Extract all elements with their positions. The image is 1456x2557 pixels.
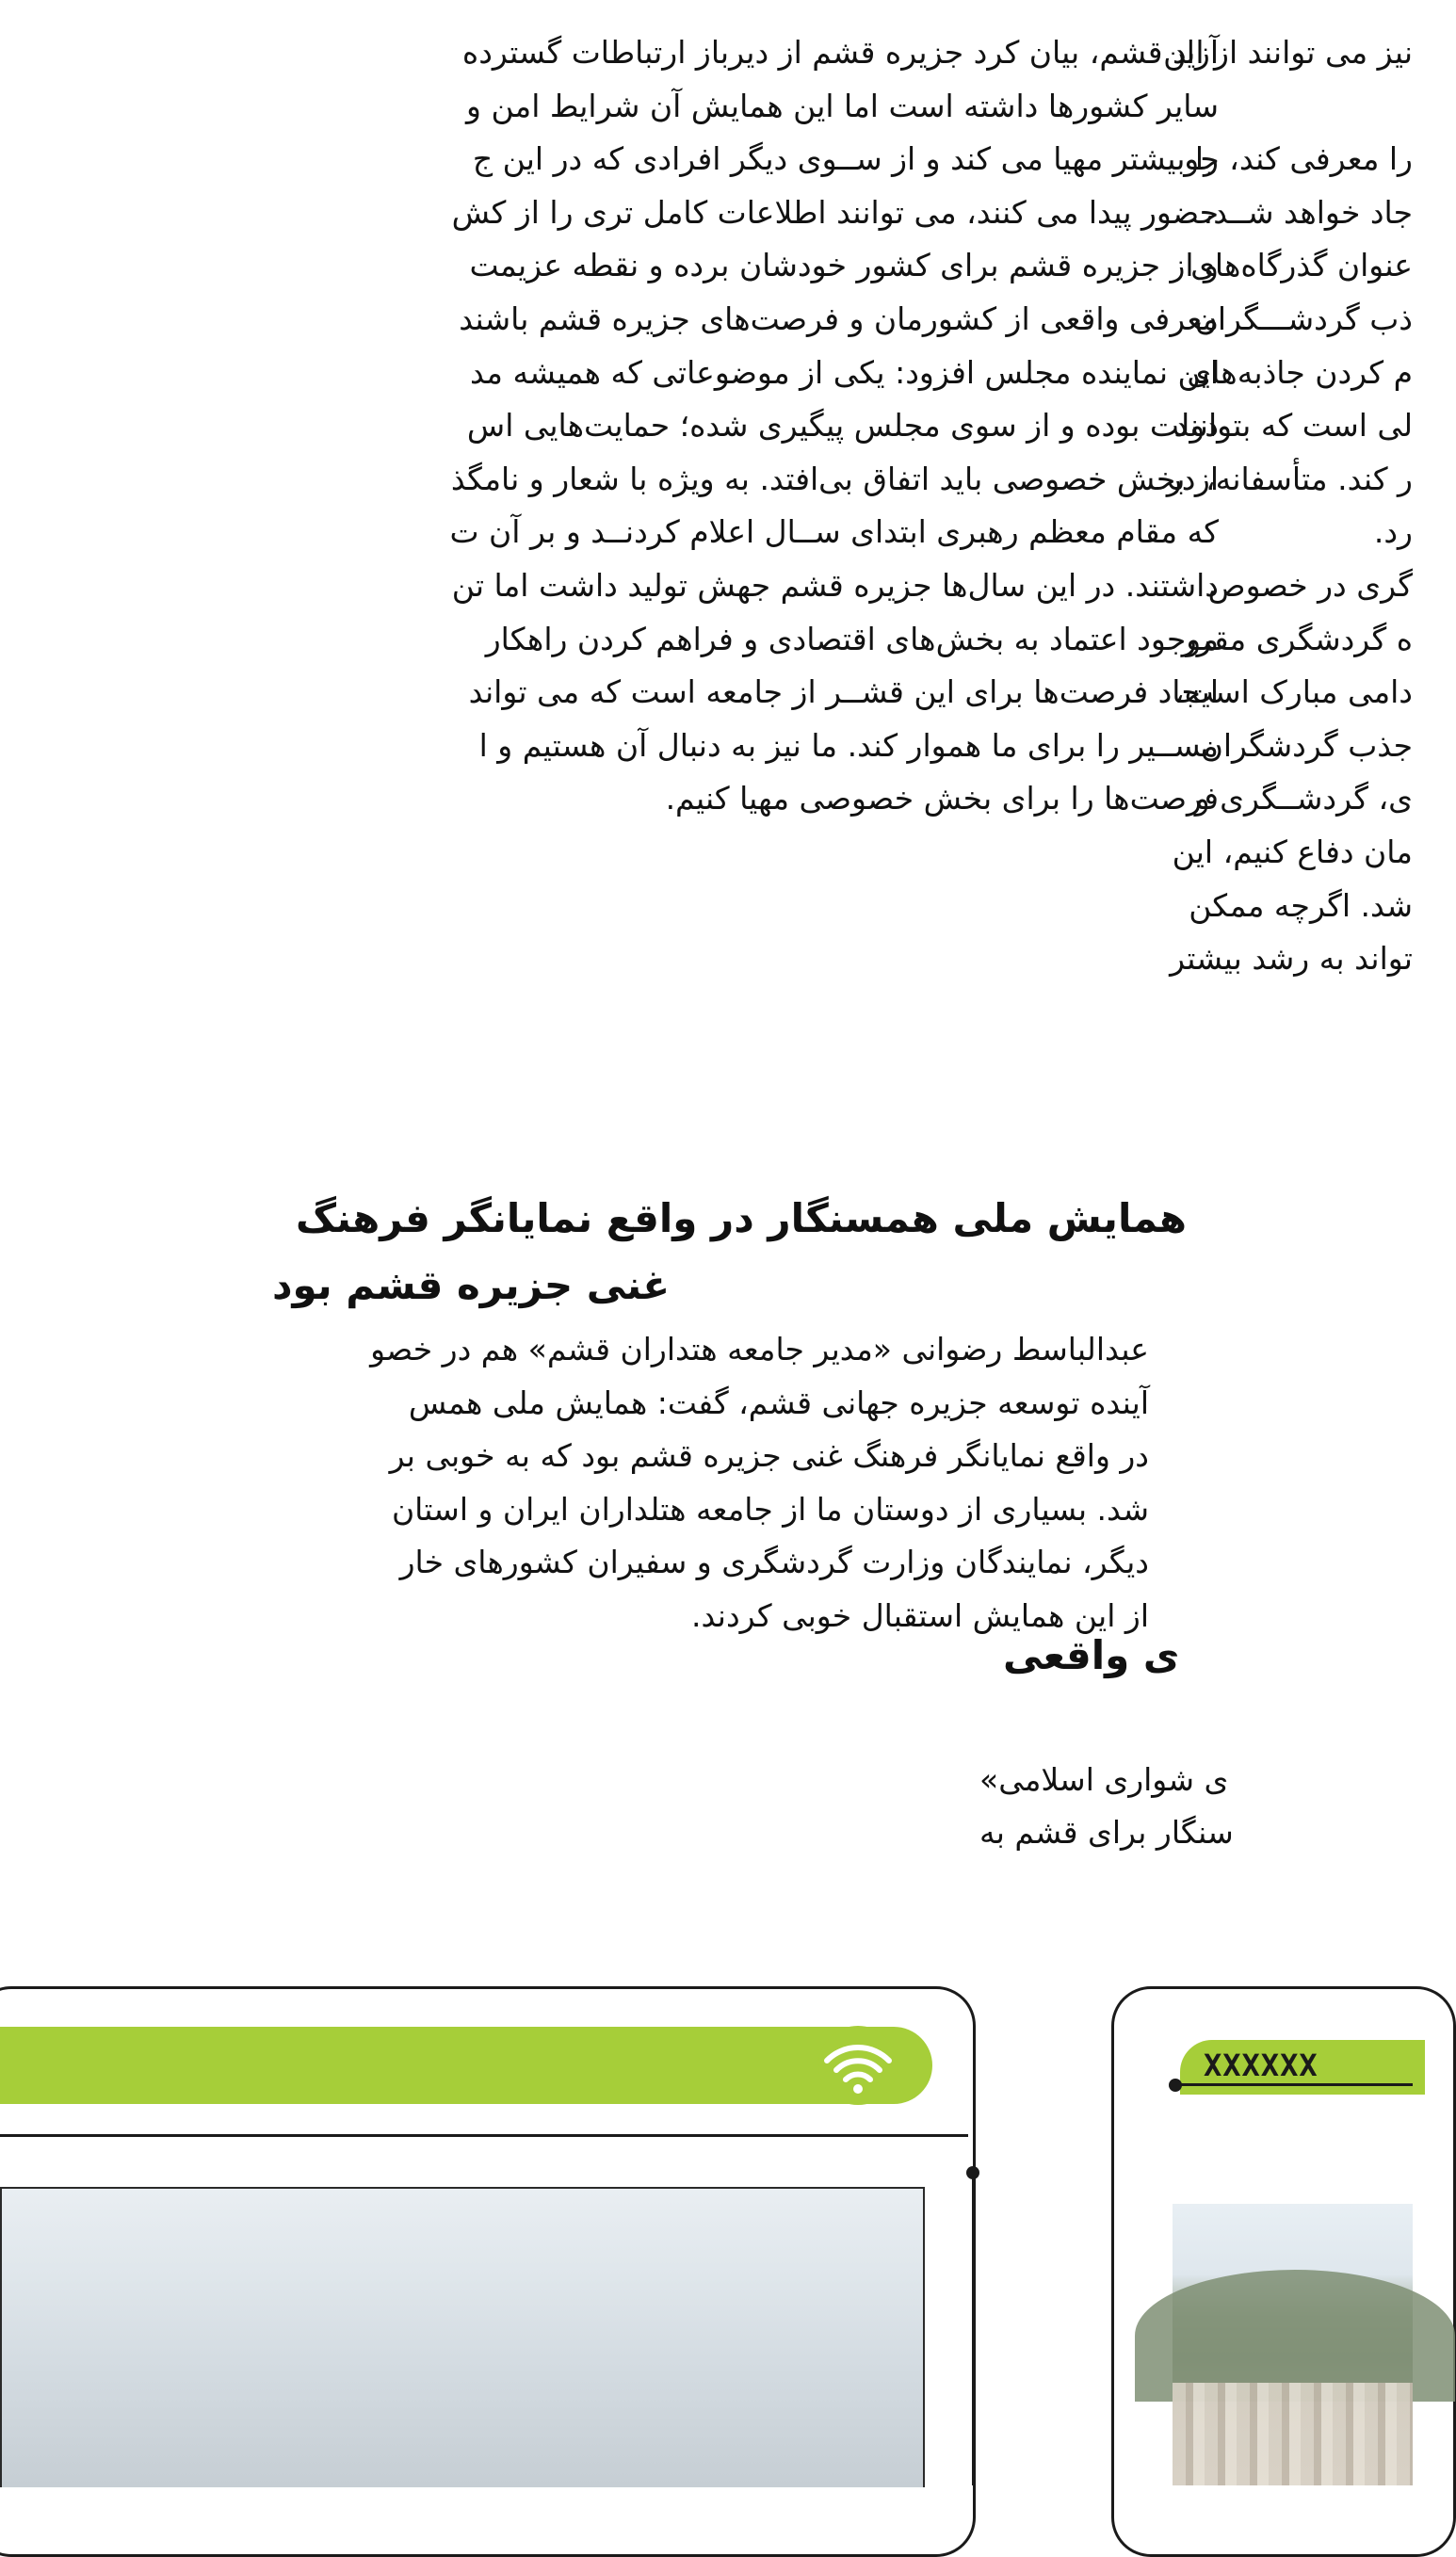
paragraph-line: جذب گردشگران [1200, 726, 1413, 764]
section-heading-line-2: غنی جزیره قشم بود [271, 1262, 671, 1308]
paragraph-line: در واقع نمایانگر فرهنگ غنی جزیره قشم بود که به خوبی بر [389, 1437, 1149, 1475]
paragraph-line: عبدالباسط رضوانی «مدیر جامعه هتداران قشم» هم در خصو [370, 1331, 1149, 1368]
paragraph-line: آزاد قشم، بیان کرد جزیره قشم از دیرباز ارتباطات گسترده [461, 34, 1219, 71]
paragraph-line: آینده توسعه جزیره جهانی قشم، گفت: همایش ملی همس [408, 1384, 1149, 1421]
paragraph-line: سنگار برای قشم به [979, 1814, 1234, 1851]
paragraph-line: عنوان گذرگاه‌های [1190, 247, 1413, 284]
photo-left-sky [0, 2187, 925, 2487]
right-column-tail [979, 1754, 1413, 1859]
paragraph-line: موجود اعتماد به بخش‌های اقتصادی و فراهم کردن راهکار [485, 620, 1219, 657]
paragraph-line: ایجاد فرصت‌ها برای این قشــر از جامعه است که می تواند [468, 673, 1219, 711]
paragraph-line: سایر کشورها داشته است اما این همایش آن شرایط امن و [466, 87, 1219, 124]
paragraph-line: نیز می توانند از این [1163, 34, 1413, 71]
paragraph-line: شد. بسیاری از دوستان ما از جامعه هتلداران ایران و استان [391, 1490, 1149, 1528]
paragraph-line: ذب گردشـــگران [1194, 299, 1413, 337]
paragraph-line: از این همایش استقبال خوبی کردند. [690, 1596, 1149, 1634]
article-left-column [0, 26, 1219, 826]
paragraph-line: را معرفی کند، جو [1184, 140, 1413, 178]
paragraph-line: شد. اگرچه ممکن [1189, 886, 1413, 924]
photo-box-left-vertical-rule [972, 2172, 975, 2485]
section-heading-line-1: همایش ملی همسنگار در واقع نمایانگر فرهنگ [296, 1195, 1187, 1241]
paragraph-line: گری در خصوص [1207, 566, 1413, 604]
paragraph-line: معرفی واقعی از کشورمان و فرصت‌های جزیره قشم باشند [459, 299, 1219, 337]
paragraph-line: م کردن جاذبه‌های [1187, 353, 1413, 391]
paragraph-line: تواند به رشد بیشتر [1170, 940, 1413, 978]
photo-box-right-pattern: XXXXXX [1204, 2047, 1318, 2083]
photo-box-left-divider [0, 2134, 968, 2137]
paragraph-line: ی، گردشــگری و [1194, 780, 1413, 817]
paragraph-line: مان دفاع کنیم، این [1172, 833, 1413, 870]
right-column-heading-text: ی واقعی [1003, 1632, 1180, 1678]
paragraph-line: را بیشتر مهیا می کند و از ســوی دیگر افرادی که در این ج [472, 140, 1219, 178]
paragraph-line: جاد خواهد شــد، [1203, 193, 1413, 231]
paragraph-line: ر کند. متأسفانه، در [1166, 460, 1413, 497]
photo-hill [1135, 2270, 1455, 2402]
photo-right-landscape [1173, 2204, 1413, 2485]
paragraph-line: دامی مبارک است، [1173, 673, 1413, 711]
paragraph-line: فرصت‌ها را برای بخش خصوصی مهیا کنیم. [665, 780, 1219, 817]
photo-town [1173, 2383, 1413, 2485]
paragraph-line: این نماینده مجلس افزود: یکی از موضوعاتی که همیشه مد [469, 353, 1219, 391]
paragraph-line: دیگر، نمایندگان وزارت گردشگری و سفیران کشورهای خار [399, 1544, 1149, 1581]
paragraph-line: از بخش خصوصی باید اتفاق بی‌افتد. به ویژه با شعار و نامگذ [450, 460, 1219, 497]
photo-box-left-header-bar [0, 2027, 932, 2104]
paragraph-line: داشتند. در این سال‌ها جزیره قشم جهش تولید داشت اما تن [451, 566, 1219, 604]
paragraph-line: لی است که بتوانند [1173, 407, 1413, 445]
photo-box-right-rule [1174, 2083, 1413, 2086]
paragraph-line: ی شواری اسلامی» [979, 1761, 1229, 1798]
paragraph-line: حضور پیدا می کنند، می توانند اطلاعات کامل تری را از کش [451, 193, 1219, 231]
right-column-heading [1003, 1626, 1413, 1686]
paragraph-line: ه گردشگری مقرر [1181, 620, 1413, 657]
wifi-icon [799, 2025, 917, 2106]
article-left-body-2 [0, 1323, 1149, 1643]
paragraph-line: رد. [1373, 513, 1413, 551]
paragraph-line: مســیر را برای ما هموار کند. ما نیز به دنبال آن هستیم و ا [478, 726, 1219, 764]
paragraph-line: که مقام معظم رهبری ابتدای ســال اعلام کردنــد و بر آن ت [449, 513, 1219, 551]
paragraph-line: و از جزیره قشم برای کشور خودشان برده و نقطه عزیمت [469, 247, 1219, 284]
paragraph-line: دولت بوده و از سوی مجلس پیگیری شده؛ حمایت‌هایی اس [466, 407, 1219, 445]
